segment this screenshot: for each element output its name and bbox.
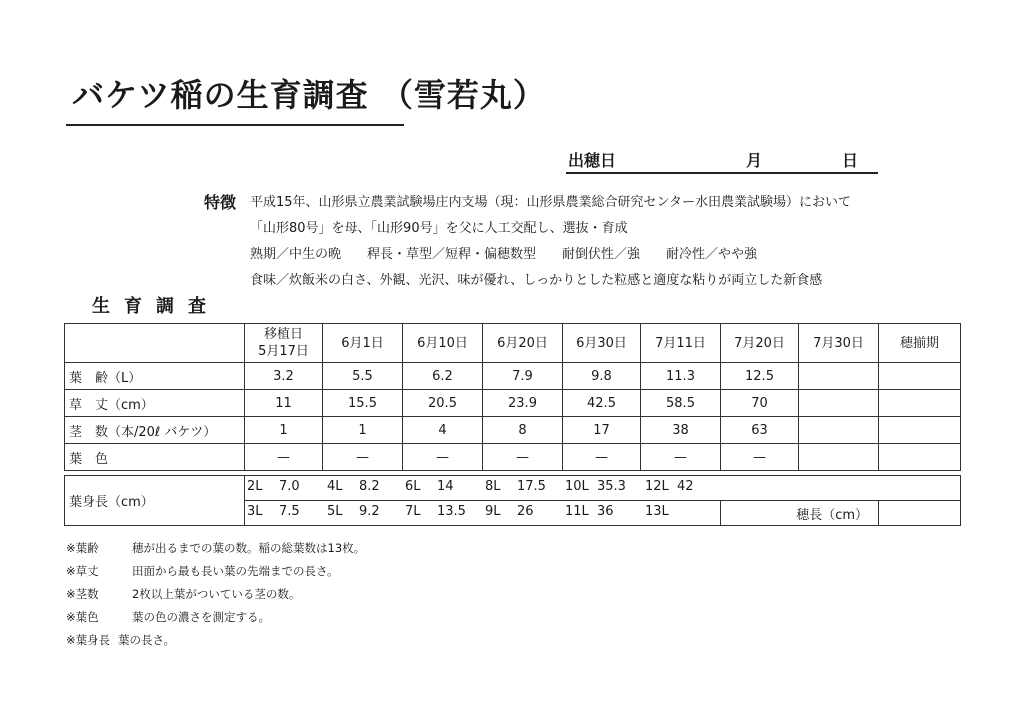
note-text: 2枚以上葉がついている茎の数。: [132, 587, 301, 601]
leaf-length-value: 13.5: [437, 504, 466, 519]
leaf-length-label: 葉身長（cm）: [65, 476, 245, 526]
leaf-number: 5L: [327, 504, 343, 519]
note-text: 田面から最も長い葉の先端までの長さ。: [132, 564, 339, 578]
table-cell: 20.5: [403, 390, 483, 417]
leaf-number: 12L: [645, 479, 669, 494]
header-cell: 6月1日: [323, 324, 403, 363]
feature-line: 平成15年、山形県立農業試験場庄内支場（現：山形県農業総合研究センター水田農業試験場）において: [250, 195, 852, 210]
table-cell: 17: [563, 417, 641, 444]
panicle-length-value: [879, 501, 961, 526]
leaf-length-value: 17.5: [517, 479, 546, 494]
note-key: ※草丈: [66, 564, 99, 578]
table-row: [65, 417, 961, 444]
header-cell: 7月30日: [799, 324, 879, 363]
leaf-number: 13L: [645, 504, 669, 519]
table-cell: —: [323, 444, 403, 471]
heading-date-field: [566, 146, 878, 174]
table-cell: 11.3: [641, 363, 721, 390]
table-cell: 3.2: [245, 363, 323, 390]
leaf-length-value: 7.5: [279, 504, 300, 519]
table-cell: 4: [403, 417, 483, 444]
leaf-number: 8L: [485, 479, 501, 494]
table-cell: 9.8: [563, 363, 641, 390]
section-title: 生育調査: [92, 296, 220, 317]
features-label: 特徴: [204, 193, 237, 212]
feature-line: 熟期／中生の晩 稈長・草型／短稈・偏穂数型 耐倒伏性／強 耐冷性／やや強: [250, 247, 758, 262]
note-text: 穂が出るまでの葉の数。稲の総葉数は13枚。: [132, 541, 366, 555]
note-key: ※茎数: [66, 587, 99, 601]
page-title: バケツ稲の生育調査 （雪若丸）: [72, 76, 546, 114]
panicle-length-label: 穂長（cm）: [721, 501, 879, 526]
leaf-number: 4L: [327, 479, 343, 494]
table-cell: 1: [323, 417, 403, 444]
table-cell: 58.5: [641, 390, 721, 417]
header-cell: 穂揃期: [879, 324, 961, 363]
table-cell: 11: [245, 390, 323, 417]
table-cell: 38: [641, 417, 721, 444]
row-label: 茎 数（本/20ℓ バケツ）: [65, 417, 245, 444]
table-cell: 42.5: [563, 390, 641, 417]
leaf-length-values-2: [245, 501, 721, 526]
table-cell: 70: [721, 390, 799, 417]
leaf-number: 6L: [405, 479, 421, 494]
header-cell: [245, 324, 323, 363]
table-cell: [799, 444, 879, 471]
feature-line: 食味／炊飯米の白さ、外観、光沢、味が優れ、しっかりとした粒感と適度な粘りが両立した新食感: [250, 273, 823, 288]
table-cell: [879, 444, 961, 471]
leaf-number: 7L: [405, 504, 421, 519]
header-cell: 7月20日: [721, 324, 799, 363]
table-cell: 15.5: [323, 390, 403, 417]
table-row: [65, 363, 961, 390]
note-key: ※葉齢: [66, 541, 99, 555]
header-cell: 6月10日: [403, 324, 483, 363]
row-label: 葉 齢（L）: [65, 363, 245, 390]
table-row: [65, 390, 961, 417]
note-text: 葉の色の濃さを測定する。: [132, 610, 270, 624]
header-row: [65, 324, 961, 363]
header-blank: [65, 324, 245, 363]
table-cell: —: [245, 444, 323, 471]
table-cell: —: [641, 444, 721, 471]
leaf-length-value: 8.2: [359, 479, 380, 494]
table-cell: [799, 417, 879, 444]
table-cell: [879, 417, 961, 444]
leaf-length-value: 36: [597, 504, 614, 519]
leaf-number: 11L: [565, 504, 589, 519]
leaf-length-value: 26: [517, 504, 534, 519]
header-cell: 6月20日: [483, 324, 563, 363]
day-label: 日: [842, 151, 859, 170]
table-cell: —: [403, 444, 483, 471]
table-cell: 23.9: [483, 390, 563, 417]
row-label: 草 丈（cm）: [65, 390, 245, 417]
row-label: 葉 色: [65, 444, 245, 471]
leaf-length-value: 9.2: [359, 504, 380, 519]
leaf-length-value: 7.0: [279, 479, 300, 494]
table-cell: 12.5: [721, 363, 799, 390]
table-cell: —: [721, 444, 799, 471]
note-key: ※葉身長: [66, 633, 111, 647]
table-cell: 63: [721, 417, 799, 444]
table-row: [65, 444, 961, 471]
table-cell: 7.9: [483, 363, 563, 390]
growth-survey-table: [64, 323, 961, 526]
table-cell: 5.5: [323, 363, 403, 390]
header-cell: 6月30日: [563, 324, 641, 363]
table-cell: —: [483, 444, 563, 471]
table-cell: 6.2: [403, 363, 483, 390]
month-label: 月: [746, 151, 763, 170]
leaf-number: 9L: [485, 504, 501, 519]
note-key: ※葉色: [66, 610, 99, 624]
leaf-length-value: 35.3: [597, 479, 626, 494]
leaf-number: 2L: [247, 479, 263, 494]
leaf-length-value: 14: [437, 479, 454, 494]
note-text: 葉の長さ。: [118, 633, 176, 647]
header-line: 5月17日: [258, 344, 309, 359]
header-line: 移植日: [263, 327, 303, 342]
feature-line: 「山形80号」を母、「山形90号」を父に人工交配し、選抜・育成: [250, 221, 628, 236]
title-underline: [66, 124, 404, 126]
leaf-length-value: 42: [677, 479, 694, 494]
leaf-length-values-1: [245, 476, 961, 501]
table-cell: 8: [483, 417, 563, 444]
table-cell: [879, 363, 961, 390]
leaf-number: 3L: [247, 504, 263, 519]
leaf-number: 10L: [565, 479, 589, 494]
table-cell: —: [563, 444, 641, 471]
header-cell: 7月11日: [641, 324, 721, 363]
table-cell: [799, 363, 879, 390]
leaf-length-row: [65, 476, 961, 501]
table-cell: 1: [245, 417, 323, 444]
heading-date-label: 出穂日: [568, 151, 617, 170]
table-cell: [799, 390, 879, 417]
table-cell: [879, 390, 961, 417]
